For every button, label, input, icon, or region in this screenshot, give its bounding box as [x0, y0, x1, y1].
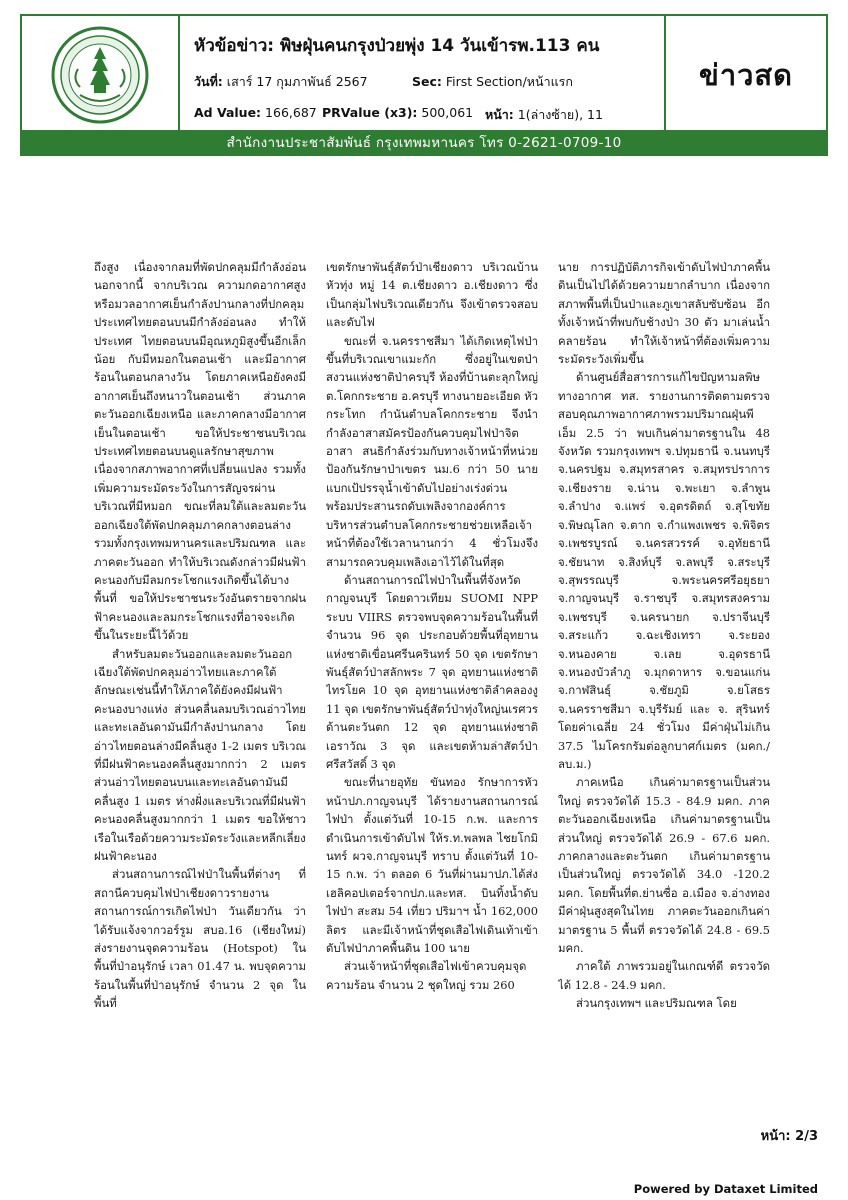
article-body [94, 258, 770, 1048]
publication-panel [664, 16, 826, 134]
ad-value: 166,687 [265, 105, 317, 120]
clipping-info [180, 16, 664, 134]
article-paragraph: ส่วนเจ้าหน้าที่ชุดเสือไฟเข้าควบคุมจุดความร้อน จำนวน 2 ชุดใหญ่ รวม 260 [326, 959, 527, 992]
article-paragraph: เขตรักษาพันธุ์สัตว์ป่าเชียงดาว บริเวณบ้านหัวทุ่ง หมู่ 14 ต.เชียงดาว อ.เชียงดาว ซึ่งเป็นกลุ่มไฟบริเวณเดียวกัน จึงเข้าตรวจสอบและดับไฟ [326, 260, 538, 330]
headline-text: พิษฝุ่นคนกรุงป่วยพุ่ง 14 วันเข้ารพ.113 คน [280, 36, 600, 56]
page-value: 1(ล่างซ้าย), 11 [517, 107, 603, 122]
article-paragraph: ส่วนกรุงเทพฯ และปริมณฑล โดย [576, 996, 737, 1011]
date-value: เสาร์ 17 กุมภาพันธ์ 2567 [226, 74, 368, 89]
prvalue-label: PRValue (x3): [322, 105, 418, 120]
publication-name: ข่าวสด [699, 58, 793, 92]
date-row [194, 72, 650, 92]
article-paragraph: ด้านศูนย์สื่อสารการแก้ไขปัญหามลพิษทางอากาศ ทส. รายงานการติดตามตรวจสอบคุณภาพอากาศภาพรวมปริมาณฝุ่นพีเอ็ม 2.5 ว่า พบเกินค่ามาตรฐานใน 48 จังหวัด รวมกรุงเทพฯ จ.ปทุมธานี จ.นนทบุรี จ.นครปฐม จ.สมุทรสาคร จ.สมุทรปราการ จ.เชียงราย จ.น่าน จ.พะเยา จ.ลำพูน จ.ลำปาง จ.แพร่ จ.อุตรดิตถ์ จ.สุโขทัย จ.พิษณุโลก จ.ตาก จ.กำแพงเพชร จ.พิจิตร จ.เพชรบูรณ์ จ.นครสวรรค์ จ.อุทัยธานี จ.ชัยนาท จ.สิงห์บุรี จ.ลพบุรี จ.สระบุรี จ.สุพรรณบุรี จ.พระนครศรีอยุธยา จ.กาญจนบุรี จ.ราชบุรี จ.สมุทรสงคราม จ.เพชรบุรี จ.นครนายก จ.ปราจีนบุรี จ.สระแก้ว จ.ฉะเชิงเทรา จ.ระยอง จ.หนองคาย จ.เลย จ.อุดรธานี จ.หนองบัวลำภู จ.มุกดาหาร จ.ขอนแก่น จ.กาฬสินธุ์ จ.ชัยภูมิ จ.ยโสธร จ.นครราชสีมา จ.บุรีรัมย์ และ จ. สุรินทร์ โดยค่าเฉลี่ย 24 ชั่วโมง มีค่าฝุ่นไม่เกิน 37.5 ไมโครกรัมต่อลูกบาศก์เมตร (มคก./ลบ.ม.) [558, 370, 770, 771]
clipping-header [20, 14, 828, 156]
article-paragraph: ภาคเหนือ เกินค่ามาตรฐานเป็นส่วนใหญ่ ตรวจวัดได้ 15.3 - 84.9 มคก. ภาคตะวันออกเฉียงเหนือ เกินค่ามาตรฐานเป็นส่วนใหญ่ ตรวจวัดได้ 26.9 - 67.6 มคก. ภาคกลางและตะวันตก เกินค่ามาตรฐานเป็นส่วนใหญ่ ตรวจวัดได้ 34.0 -120.2 มคก. โดยพื้นที่ต.ย่านซื่อ อ.เมือง จ.อ่างทอง มีค่าฝุ่นสูงสุดในไทย ภาคตะวันออกเกินค่ามาตรฐาน 5 พื้นที่ ตรวจวัดได้ 24.8 - 69.5 มคก. [558, 775, 770, 956]
headline-row [194, 32, 650, 59]
article-column-2 [326, 258, 538, 1048]
ad-value-label: Ad Value: [194, 105, 262, 120]
article-paragraph: ขณะที่ จ.นครราชสีมา ได้เกิดเหตุไฟป่าขึ้นที่บริเวณเขาแมะกัก ซึ่งอยู่ในเขตป่าสงวนแห่งชาติป่าครบุรี ห้องที่บ้านตะลุกใหญ่ ต.โคกกระชาย อ.ครบุรี ทางนายอะเอียด หัวกระโทก กำนันตำบลโคกกระชาย จึงนำกำลังอาสาสมัครป้องกันควบคุมไฟป่าจิตอาสา สนธิกำลังร่วมกับทางเจ้าหน้าที่หน่วยป้องกันรักษาป่าเขตร นม.6 กว่า 50 นายแบกเป้ปรรจุน้ำเข้าดับไปอย่างเร่งด่วน พร้อมประสานรถดับเพลิงจากองค์การบริหารส่วนตำบลโคกกระชายช่วยเหลือเจ้าหน้าที่ต้องใช้เวลานานกว่า 4 ชั่วโมงจึงสามารถควบคุมเพลิงเอาไว้ได้ในที่สุด [326, 333, 538, 569]
article-column-1 [94, 258, 306, 1048]
section-value: First Section/หน้าแรก [445, 74, 573, 89]
article-column-3 [558, 258, 770, 1048]
office-contact-text: สำนักงานประชาสัมพันธ์ กรุงเทพมหานคร โทร 0-2621-0709-10 [226, 135, 622, 151]
logo-panel [22, 16, 180, 134]
article-paragraph: สำหรับลมตะวันออกและลมตะวันออกเฉียงใต้พัดปกคลุมอ่าวไทยและภาคใต้ ลักษณะเช่นนี้ทำให้ภาคใต้ยังคงมีฝนฟ้าคะนองบางแห่ง ส่วนคลื่นลมบริเวณอ่าวไทยและทะเลอันดามันมีกำลังปานกลาง โดยอ่าวไทยตอนล่างมีคลื่นสูง 1-2 เมตร บริเวณที่มีฝนฟ้าคะนองคลื่นสูงมากกว่า 2 เมตร ส่วนอ่าวไทยตอนบนและทะเลอันดามันมีคลื่นสูง 1 เมตร ห่างฝั่งและบริเวณที่มีฝนฟ้าคะนองคลื่นสูงมากกว่า 1 เมตร ขอให้ชาวเรือในเรือด้วยความระมัดระวังและหลีกเลี่ยงฝนฟ้าคะนอง [94, 646, 306, 863]
bangkok-seal-logo [50, 25, 150, 125]
office-contact-bar [22, 130, 826, 154]
headline-label: หัวข้อข่าว: [194, 36, 275, 56]
prvalue: 500,061 [421, 105, 474, 120]
article-paragraph: ถึงสูง เนื่องจากลมที่พัดปกคลุมมีกำลังอ่อน นอกจากนี้ จากบริเวณ ความกดอากาศสูง หรือมวลอากาศเย็นกำลังปานกลางที่ปกคลุมประเทศไทยตอนบนมีกำลังอ่อนลง ทำให้ประเทศ ไทยตอนบนมีอุณหภูมิสูงขึ้นอีกเล็กน้อย กับมีหมอกในตอนเช้า และมีอากาศร้อนในตอนกลางวัน โดยภาคเหนือยังคงมีอากาศเย็นถึงหนาวในตอนเช้า ส่วนภาคตะวันออกเฉียงเหนือ และภาคกลางมีอากาศเย็นในตอนเช้า ขอให้ประชาชนบริเวณประเทศไทยตอนบนดูแลรักษาสุขภาพเนื่องจากสภาพอากาศที่เปลี่ยนแปลง รวมทั้งเพิ่มความระมัดระวังในการสัญจรผ่านบริเวณที่มีหมอก ขณะที่ลมใต้และลมตะวันออกเฉียงใต้พัดปกคลุมภาคกลางตอนล่าง รวมทั้งกรุงเทพมหานครและปริมณฑล และภาคตะวันออก ทำให้บริเวณดังกล่าวมีฝนฟ้าคะนองกับมีลมกระโชกแรงเกิดขึ้นได้บางพื้นที่ ขอให้ประชาชนระวังอันตรายจากฝนฟ้าคะนองและลมกระโชกแรงที่อาจจะเกิดขึ้นในระยะนี้ไว้ด้วย [94, 260, 306, 643]
article-paragraph: ด้านสถานการณ์ไฟป่าในพื้นที่จังหวัดกาญจนบุรี โดยดาวเทียม SUOMI NPP ระบบ VIIRS ตรวจพบจุดความร้อนในพื้นที่ จำนวน 96 จุด ประกอบด้วยพื้นที่อุทยานแห่งชาติเขื่อนศรีนครินทร์ 50 จุด เขตรักษาพันธุ์สัตว์ป่าสลักพระ 7 จุด อุทยานแห่งชาติไทรโยค 10 จุด อุทยานแห่งชาติลำคลองงู 11 จุด เขตรักษาพันธุ์สัตว์ป่าทุ่งใหญ่นเรศวร ด้านตะวันตก 12 จุด อุทยานแห่งชาติเอราวัณ 3 จุด และเขตห้ามล่าสัตว์ป่าศรีสวัสดิ์ 3 จุด [326, 572, 538, 771]
article-paragraph: ส่วนสถานการณ์ไฟป่าในพื้นที่ต่างๆ ที่สถานีควบคุมไฟป่าเชียงดาวรายงานสถานการณ์การเกิดไฟป่า วันเดียวกัน ว่า ได้รับแจ้งจากวอร์รูม สบอ.16 (เชียงใหม่) ส่งรายงานจุดความร้อน (Hotspot) ในพื้นที่ป่าอนุรักษ์ เวลา 01.47 น. พบจุดความร้อนในพื้นที่ป่าอนุรักษ์ จำนวน 2 จุด ในพื้นที่ [94, 867, 306, 1011]
article-paragraph: ภาคใต้ ภาพรวมอยู่ในเกณฑ์ดี ตรวจวัดได้ 12.8 - 24.9 มคก. [558, 959, 770, 992]
article-paragraph: นาย การปฏิบัติภารกิจเข้าดับไฟป่าภาคพื้นดินเป็นไปได้ด้วยความยากลำบาก เนื่องจากสภาพพื้นที่เป็นป่าและภูเขาสลับซับซ้อน อีกทั้งเจ้าหน้าที่พบกับช้างป่า 30 ตัว มาเล่นน้ำคลายร้อน ทำให้เจ้าหน้าที่ต้องเพิ่มความระมัดระวังเพิ่มขึ้น [558, 260, 770, 367]
article-paragraph: ขณะที่นายอุทัย ขันทอง รักษาการหัวหน้าปภ.กาญจนบุรี ได้รายงานสถานการณ์ไฟป่า ตั้งแต่วันที่ 10-15 ก.พ. และการดำเนินการเข้าดับไฟ ให้ร.ท.พลพล ไชยโกมินทร์ ผวจ.กาญจนบุรี ทราบ ตั้งแต่วันที่ 10-15 ก.พ. ว่า ตลอด 6 วันที่ผ่านมาปภ.ได้ส่งเฮลิคอปเตอร์จากปภ.และทส. บินทิ้งน้ำดับไฟป่า สะสม 54 เที่ยว ปริมาฯ น้ำ 162,000 ลิตร และมีเจ้าหน้าที่ชุดเสือไฟเดินเท้าเข้าดับไฟป่าภาคพื้นดิน 100 นาย [326, 775, 538, 956]
date-label: วันที่: [194, 74, 223, 89]
section-label: Sec: [412, 74, 442, 89]
value-row [194, 105, 650, 125]
powered-by: Powered by Dataxet Limited [633, 1182, 818, 1196]
page-label: หน้า: [485, 107, 514, 122]
page-count: หน้า: 2/3 [760, 1129, 818, 1144]
